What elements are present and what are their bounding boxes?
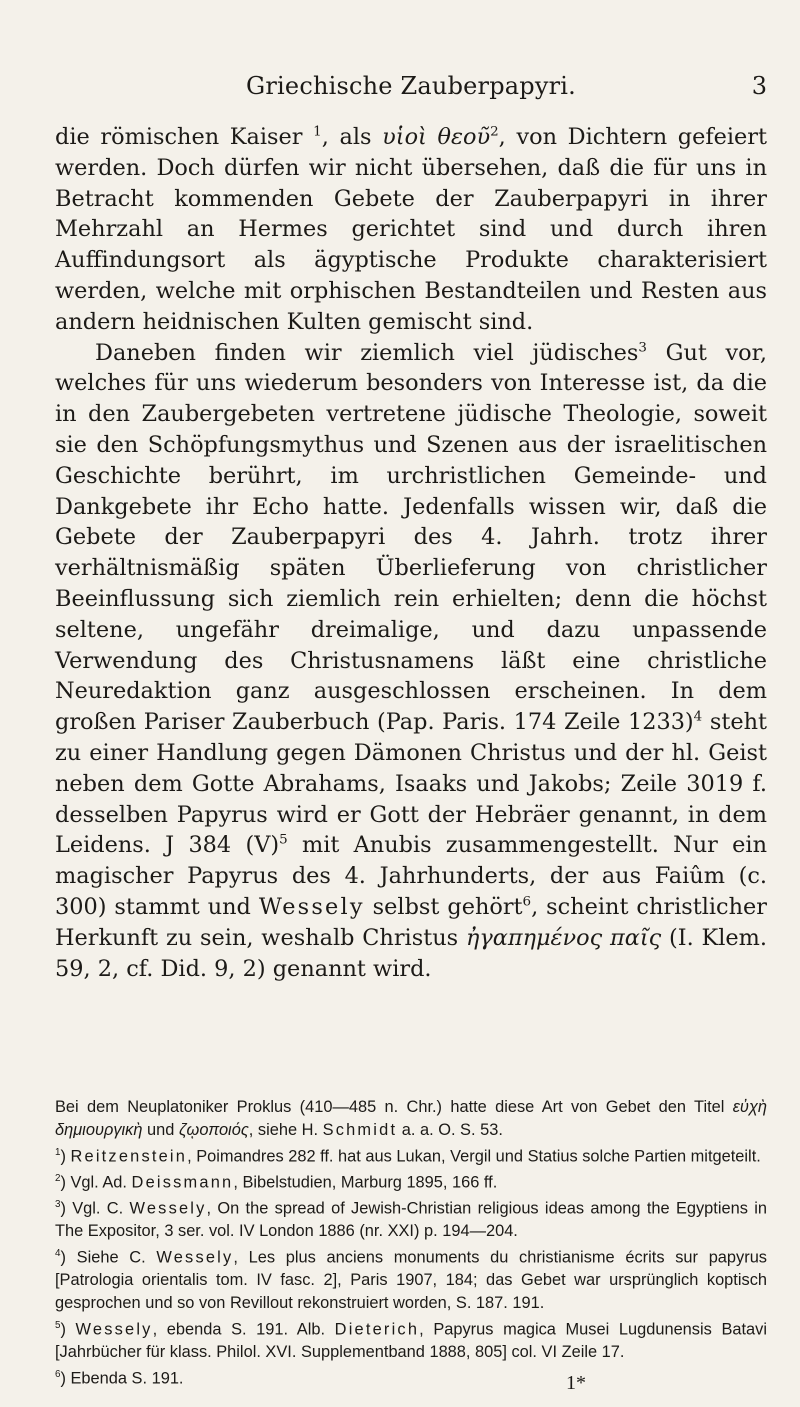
greek-phrase: ζῳοποιός — [178, 1120, 249, 1139]
footnote-number: 3 — [55, 1199, 61, 1211]
author-name: Wessely — [258, 893, 365, 920]
text-run: , von Dichtern gefeiert werden. Doch dürfen wir nicht übersehen, daß die für uns in Betracht kommenden Gebete der Zauberpapyri in ihrer Mehrzahl an Hermes gerichtet sind und durch ihren Auffindungsort als ägyptische Produkte charakterisiert werden, welche mit orphischen Bestandteilen und Resten aus andern heidnischen Kulten gemischt sind. — [55, 124, 768, 335]
footnote-text: Siehe C. — [76, 1248, 157, 1267]
footnote-text: Vgl. Ad. — [70, 1173, 132, 1192]
footnote-2 — [55, 1168, 767, 1194]
footnote-number-paren: ) — [60, 1320, 76, 1339]
footnotes — [55, 1096, 767, 1390]
paragraph-2 — [55, 338, 767, 985]
text-run: Daneben finden wir ziemlich viel jüdisches — [95, 339, 639, 366]
greek-phrase: δημιουργικὴ — [55, 1120, 143, 1139]
author-name: Reitzenstein — [70, 1147, 188, 1166]
footnote-text: , Les plus anciens monuments du christianisme écrits sur papyrus [Patrologia orientalis tom. IV fasc. 2], Paris 1907, 184; das Gebet war ursprünglich koptisch gesprochen und so von Revillout rekonstruiert worden, S. 187. 191. — [55, 1248, 768, 1313]
text-run: Gut vor, welches für uns wiederum besonders von Interesse ist, da die in den Zaubergebeten vertretene jüdische Theologie, soweit sie den Schöpfungsmythus und Szenen aus der israelitischen Geschichte berührt, im urchristlichen Gemeinde- und Dankgebete ihr Echo hatte. Jedenfalls wissen wir, daß die Gebete der Zauberpapyri des 4. Jahrh. trotz ihrer verhältnismäßig späten Überlieferung von christlicher Beeinflussung sich ziemlich rein erhielten; denn die höchst seltene, ungefähr dreimalige, und dazu unpassende Verwendung des Christusnamens läßt eine christliche Neuredaktion ganz ausgeschlossen erscheinen. In dem großen Pariser Zauberbuch (Pap. Paris. 174 Zeile 1233) — [55, 339, 767, 736]
footnote-number-paren: ) — [60, 1173, 71, 1192]
footnote-ref-3: 3 — [638, 340, 647, 356]
greek-phrase: εὐχὴ — [732, 1098, 767, 1116]
footnote-number: 6 — [55, 1369, 61, 1381]
footnote-ref-1: 1 — [313, 124, 322, 140]
running-head — [55, 72, 767, 112]
footnote-ref-4: 4 — [693, 709, 703, 725]
text-run: die römischen Kaiser — [55, 124, 314, 150]
author-name: Deissmann — [131, 1173, 234, 1192]
footnote-ref-6: 6 — [522, 894, 532, 910]
text-run: Bei dem Neuplatoniker Proklus (410—485 n. Chr.) hatte diese Art von Gebet den Titel — [55, 1098, 733, 1116]
footnote-number: 5 — [55, 1320, 61, 1332]
footnote-number: 1 — [55, 1146, 61, 1158]
footnote-6 — [55, 1364, 767, 1390]
text-run: a. a. O. S. 53. — [397, 1120, 503, 1139]
footnote-text: , Bibelstudien, Marburg 1895, 166 ff. — [233, 1173, 498, 1192]
footnote-text: , Papyrus magica Musei Lugdunensis Batavi [Jahrbücher für klass. Philol. XVI. Supplementband 1888, 805] col. VI Zeile 17. — [55, 1320, 767, 1362]
paragraph-1 — [55, 122, 767, 338]
footnote-1 — [55, 1142, 767, 1168]
footnote-text: , ebenda S. 191. Alb. — [152, 1320, 335, 1339]
text-run: , scheint christlicher Herkunft zu sein, weshalb Christus — [55, 893, 767, 951]
text-run: und — [142, 1120, 179, 1139]
main-text — [55, 122, 767, 984]
text-run: selbst gehört — [364, 893, 523, 920]
author-name: Wessely — [129, 1199, 207, 1218]
footnote-text: Vgl. C. — [72, 1199, 130, 1218]
footnote-number-paren: ) — [60, 1147, 71, 1166]
text-run: mit Anubis zusammengestellt. Nur ein magischer Papyrus des 4. Jahrhunderts, der aus Faiûm (c. 300) stammt und — [55, 832, 767, 920]
author-name: Dieterich — [334, 1320, 420, 1339]
footnote-text: Ebenda S. 191. — [70, 1369, 184, 1388]
footnote-number-paren: ) — [60, 1199, 73, 1218]
page-number: 3 — [751, 72, 767, 100]
footnote-text: , Poimandres 282 ff. hat aus Lukan, Vergil und Statius solche Partien mitgeteilt. — [187, 1147, 761, 1166]
footnote-number: 2 — [55, 1172, 61, 1184]
running-title: Griechische Zauberpapyri. — [246, 72, 576, 100]
footnote-4 — [55, 1243, 767, 1315]
author-name: Schmidt — [322, 1120, 398, 1139]
text-run: , siehe H. — [248, 1120, 323, 1139]
text-run: (I. Klem. 59, 2, cf. Did. 9, 2) genannt wird. — [55, 924, 768, 982]
footnote-continuation — [55, 1096, 767, 1142]
text-run: , als — [321, 124, 383, 150]
greek-phrase: ἠγαπημένος παῖς — [465, 924, 662, 951]
footnote-3 — [55, 1194, 767, 1243]
footnote-number: 4 — [55, 1248, 61, 1260]
footnote-text: , On the spread of Jewish-Christian religious ideas among the Egyptiens in The Expositor, 3 ser. vol. IV London 1886 (nr. XXI) p. 194—204. — [55, 1199, 767, 1241]
footnote-ref-5: 5 — [279, 832, 288, 848]
text-run: steht zu einer Handlung gegen Dämonen Christus und der hl. Geist neben dem Gotte Abrahams, Isaaks und Jakobs; Zeile 3019 f. desselben Papyrus wird er Gott der Hebräer genannt, in dem Leidens. J 384 (V) — [55, 709, 767, 859]
footnote-number-paren: ) — [60, 1369, 71, 1388]
footnote-number-paren: ) — [60, 1248, 77, 1267]
author-name: Wessely — [156, 1248, 234, 1267]
signature-mark: 1* — [566, 1372, 586, 1394]
footnote-5 — [55, 1315, 767, 1364]
author-name: Wessely — [75, 1320, 153, 1339]
greek-phrase: υἱοὶ θεοῦ — [382, 124, 491, 150]
footnote-ref-2: 2 — [490, 124, 499, 140]
